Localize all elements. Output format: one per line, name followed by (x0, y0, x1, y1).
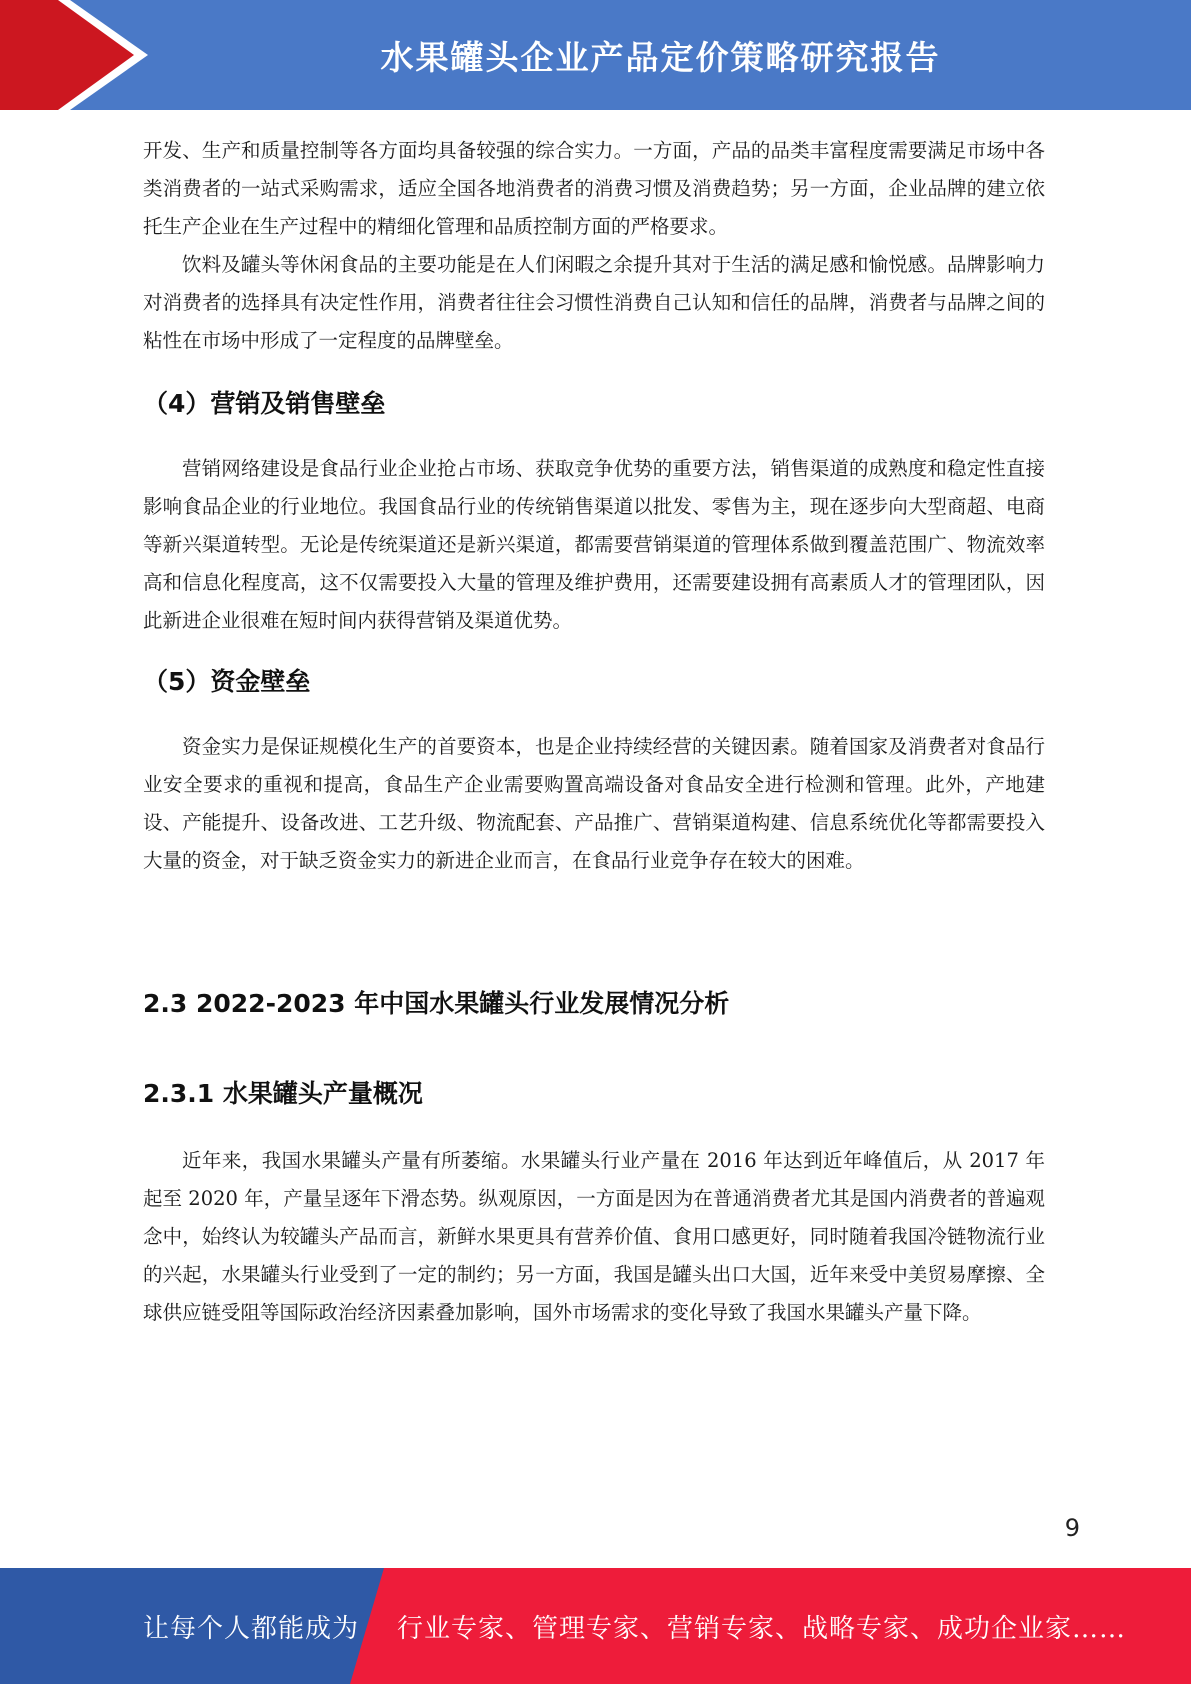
paragraph-brand-strength: 开发、生产和质量控制等各方面均具备较强的综合实力。一方面，产品的品类丰富程度需要满足市场中各类消费者的一站式采购需求，适应全国各地消费者的消费习惯及消费趋势；另一方面，企业品牌的建立依托生产企业在生产过程中的精细化管理和品质控制方面的严格要求。 (143, 139, 1045, 238)
paragraph-output-overview: 近年来，我国水果罐头产量有所萎缩。水果罐头行业产量在 2016 年达到近年峰值后，从 2017 年起至 2020 年，产量呈逐年下滑态势。纵观原因，一方面是因为在普通消费者尤其是国内消费者的普遍观念中，始终认为较罐头产品而言，新鲜水果更具有营养价值、食用口感更好，同时随着我国冷链物流行业的兴起，水果罐头行业受到了一定的制约；另一方面，我国是罐头出口大国，近年来受中美贸易摩擦、全球供应链受阻等国际政治经济因素叠加影响，国外市场需求的变化导致了我国水果罐头产量下降。 (143, 1149, 1045, 1324)
heading-capital-barrier: （5）资金壁垒 (143, 667, 311, 696)
paragraph-capital-barrier: 资金实力是保证规模化生产的首要资本，也是企业持续经营的关键因素。随着国家及消费者对食品行业安全要求的重视和提高，食品生产企业需要购置高端设备对食品安全进行检测和管理。此外，产地建设、产能提升、设备改进、工艺升级、物流配套、产品推广、营销渠道构建、信息系统优化等都需要投入大量的资金，对于缺乏资金实力的新进企业而言，在食品行业竞争存在较大的困难。 (143, 735, 1045, 872)
footer-slogan-right: 行业专家、管理专家、营销专家、战略专家、成功企业家…… (397, 1613, 1127, 1644)
section-heading: 2.3 2022-2023 年中国水果罐头行业发展情况分析 (143, 989, 730, 1018)
heading-marketing-barrier: （4）营销及销售壁垒 (143, 389, 386, 418)
header-title: 水果罐头企业产品定价策略研究报告 (380, 37, 941, 77)
footer-slogan-left: 让每个人都能成为 (143, 1613, 360, 1644)
document-body (143, 132, 1045, 1332)
page-header (0, 0, 1191, 110)
page-number: 9 (1064, 1514, 1080, 1542)
paragraph-marketing-barrier: 营销网络建设是食品行业企业抢占市场、获取竞争优势的重要方法，销售渠道的成熟度和稳定性直接影响食品企业的行业地位。我国食品行业的传统销售渠道以批发、零售为主，现在逐步向大型商超、电商等新兴渠道转型。无论是传统渠道还是新兴渠道，都需要营销渠道的管理体系做到覆盖范围广、物流效率高和信息化程度高，这不仅需要投入大量的管理及维护费用，还需要建设拥有高素质人才的管理团队，因此新进企业很难在短时间内获得营销及渠道优势。 (143, 457, 1045, 632)
paragraph-brand-barrier: 饮料及罐头等休闲食品的主要功能是在人们闲暇之余提升其对于生活的满足感和愉悦感。品牌影响力对消费者的选择具有决定性作用，消费者往往会习惯性消费自己认知和信任的品牌，消费者与品牌之间的粘性在市场中形成了一定程度的品牌壁垒。 (143, 253, 1045, 352)
page-footer (0, 1568, 1191, 1684)
subsection-heading: 2.3.1 水果罐头产量概况 (143, 1079, 423, 1108)
